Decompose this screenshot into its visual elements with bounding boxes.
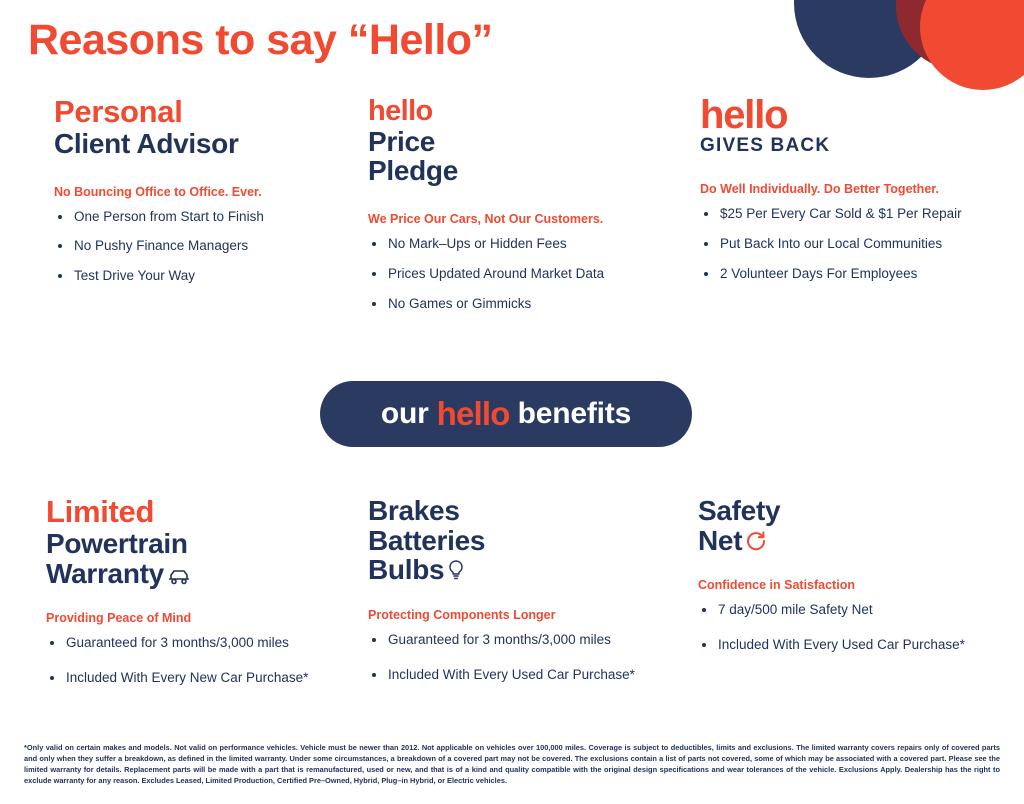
benefit-column-price-pledge	[368, 96, 678, 326]
benefit-column-hello-gives-back	[700, 93, 1010, 296]
list-item: One Person from Start to Finish	[54, 209, 364, 226]
column-heading	[698, 496, 1008, 558]
heading-line-navy-2: Batteries	[368, 524, 486, 556]
list-item: No Games or Gimmicks	[368, 296, 678, 313]
list-item: Included With Every New Car Purchase*	[46, 670, 366, 687]
heading-line-navy-1: Brakes	[368, 495, 460, 526]
column-heading	[46, 496, 366, 591]
benefit-list	[700, 206, 1010, 283]
benefit-list	[54, 209, 364, 286]
circle-red-shape	[920, 0, 1024, 90]
column-heading	[368, 496, 678, 588]
column-subheading: Providing Peace of Mind	[46, 611, 192, 626]
disclaimer-footnote: *Only valid on certain makes and models. Not valid on performance vehicles. Vehicle must be newer than 2012. Not applicable on vehicles over 100,000 miles. Coverage is subject to deductibles, limits and exclusions. The limited warranty covers repairs only of covered parts and only when they suffer a breakdown, as defined in the limited warranty. Under some circumstances, a breakdown of a covered part may not be covered. The exclusions contain a list of parts not covered, some of which may be associated with a covered part. Please see the limited warranty for details. Replacement parts will be made with a part that is remanufactured, used or new, and that is of a kind and quality compatible with the original design specifications and wear tolerances of the vehicle. Exclusions Apply. Dealership has the right to exclude warranty for any reason. Excludes Leased, Limited Production, Certified Pre–Owned, Hybrid, Plug–in Hybrid, or Electric vehicles.	[24, 743, 1000, 786]
heading-line-navy-3-with-icon	[368, 555, 678, 588]
heading-line-navy-2-with-icon	[698, 526, 1008, 559]
banner-word-benefits: benefits	[517, 397, 632, 430]
benefit-column-brakes-batteries-bulbs	[368, 496, 678, 702]
list-item: No Mark–Ups or Hidden Fees	[368, 236, 678, 253]
list-item: Guaranteed for 3 months/3,000 miles	[368, 632, 678, 649]
list-item: $25 Per Every Car Sold & $1 Per Repair	[700, 206, 1010, 223]
refresh-circle-icon	[744, 529, 768, 559]
heading-line-navy-1: Price	[368, 125, 435, 157]
list-item: Test Drive Your Way	[54, 268, 364, 285]
heading-line-navy-2: Pledge	[368, 155, 459, 187]
benefit-column-safety-net	[698, 496, 1008, 672]
column-subheading: Protecting Components Longer	[368, 608, 556, 623]
column-subheading: We Price Our Cars, Not Our Customers.	[368, 212, 604, 227]
car-icon	[166, 562, 192, 592]
heading-line-navy-1: Safety	[698, 495, 781, 526]
our-hello-benefits-banner	[320, 381, 692, 447]
heading-bulbs-text: Bulbs	[368, 554, 445, 586]
heading-hello-wordmark: hello	[700, 93, 788, 137]
heading-line-navy-1: Powertrain	[46, 527, 188, 559]
benefit-list	[698, 602, 1008, 654]
list-item: Included With Every Used Car Purchase*	[698, 637, 1008, 654]
list-item: No Pushy Finance Managers	[54, 238, 364, 255]
benefit-list	[46, 635, 366, 687]
column-heading	[54, 96, 364, 159]
circle-navy-shape	[794, 0, 944, 78]
circle-dark-red-shape	[896, 0, 1024, 70]
banner-word-our: our	[380, 397, 429, 430]
benefit-list	[368, 632, 678, 684]
column-subheading: Confidence in Satisfaction	[698, 578, 855, 593]
column-heading	[700, 93, 1010, 156]
list-item: Prices Updated Around Market Data	[368, 266, 678, 283]
lightbulb-icon	[446, 558, 466, 588]
list-item: Guaranteed for 3 months/3,000 miles	[46, 635, 366, 652]
column-subheading: Do Well Individually. Do Better Together.	[700, 182, 939, 197]
page-title: Reasons to say “Hello”	[28, 16, 493, 64]
benefit-column-limited-powertrain-warranty	[46, 496, 366, 705]
column-heading	[368, 96, 678, 186]
heading-line-navy-2-with-icon	[46, 559, 366, 592]
heading-line-red: Personal	[54, 94, 183, 129]
list-item: Put Back Into our Local Communities	[700, 236, 1010, 253]
heading-gives-back: GIVES BACK	[700, 135, 831, 156]
banner-word-hello: hello	[436, 395, 510, 432]
list-item: 7 day/500 mile Safety Net	[698, 602, 1008, 619]
heading-hello-wordmark: hello	[368, 95, 433, 127]
benefit-column-personal-client-advisor	[54, 96, 364, 298]
heading-net-text: Net	[698, 524, 743, 556]
list-item: Included With Every Used Car Purchase*	[368, 667, 678, 684]
heading-warranty-text: Warranty	[46, 557, 164, 589]
list-item: 2 Volunteer Days For Employees	[700, 266, 1010, 283]
column-subheading: No Bouncing Office to Office. Ever.	[54, 184, 262, 199]
heading-line-red: Limited	[46, 494, 155, 529]
benefit-list	[368, 236, 678, 313]
heading-line-navy: Client Advisor	[54, 127, 239, 159]
